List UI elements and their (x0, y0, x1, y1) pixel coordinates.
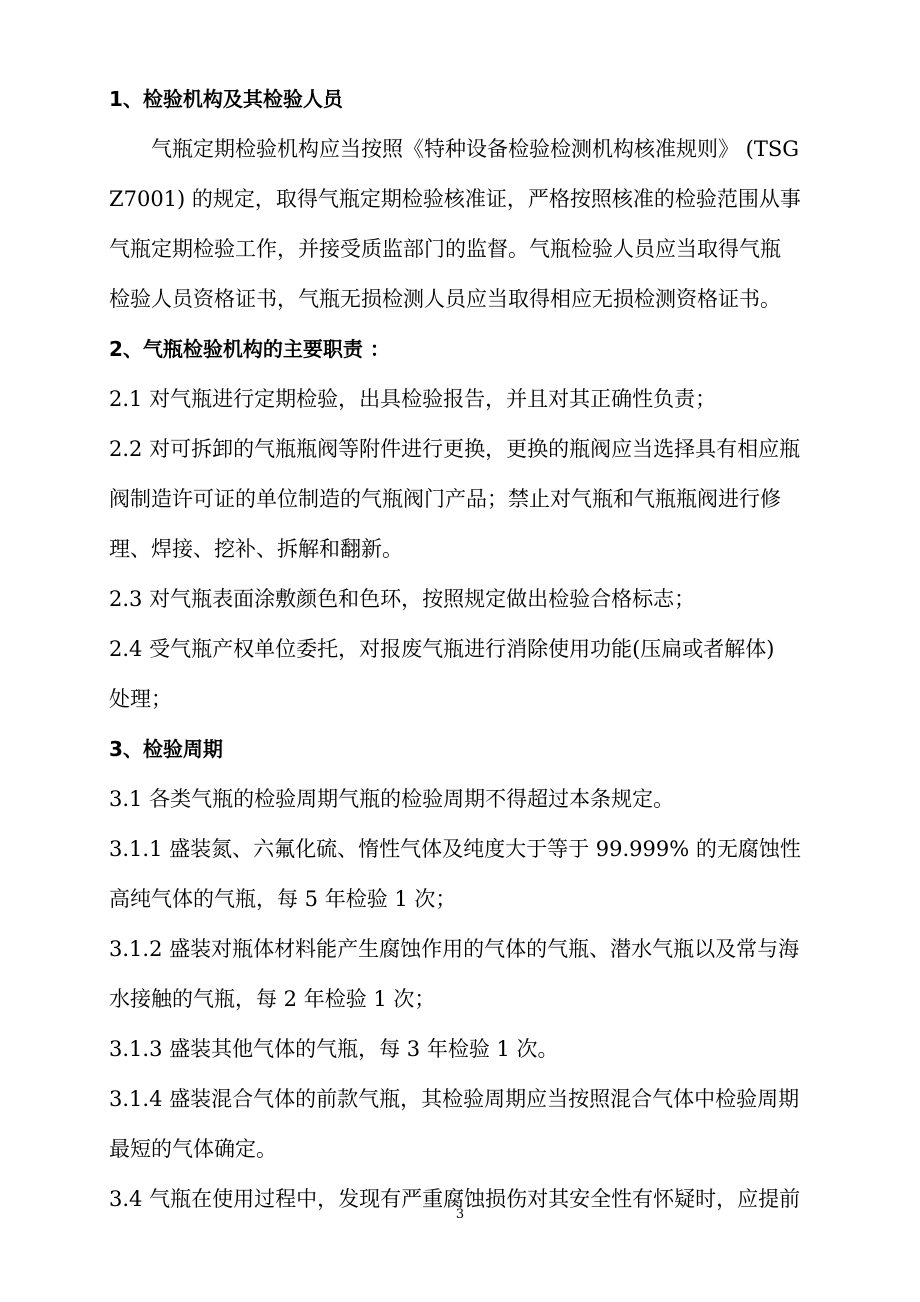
item-2-2-line: 阀制造许可证的单位制造的气瓶阀门产品；禁止对气瓶和气瓶瓶阀进行修 (109, 487, 781, 511)
item-2-3: 2.3 对气瓶表面涂敷颜色和色环，按照规定做出检验合格标志； (109, 587, 696, 611)
item-3-1-1-line: 高纯气体的气瓶，每 5 年检验 1 次； (109, 887, 457, 911)
section-1-paragraph-line: 气瓶定期检验工作，并接受质监部门的监督。气瓶检验人员应当取得气瓶 (109, 237, 781, 261)
item-3-1-2-line: 3.1.2 盛装对瓶体材料能产生腐蚀作用的气体的气瓶、潜水气瓶以及常与海 (109, 937, 800, 961)
item-2-2-line: 2.2 对可拆卸的气瓶瓶阀等附件进行更换，更换的瓶阀应当选择具有相应瓶 (109, 437, 801, 461)
item-3-1-3: 3.1.3 盛装其他气体的气瓶，每 3 年检验 1 次。 (109, 1037, 559, 1061)
section-3-heading: 3、检验周期 (109, 737, 223, 761)
section-1-heading: 1、检验机构及其检验人员 (109, 87, 343, 111)
section-1-paragraph-line: Z7001) 的规定，取得气瓶定期检验核准证，严格按照核准的检验范围从事 (109, 187, 801, 211)
item-3-4: 3.4 气瓶在使用过程中，发现有严重腐蚀损伤对其安全性有怀疑时，应提前 (109, 1187, 801, 1211)
item-3-1-4-line: 3.1.4 盛装混合气体的前款气瓶，其检验周期应当按照混合气体中检验周期 (109, 1087, 800, 1111)
section-1-paragraph-line: 检验人员资格证书，气瓶无损检测人员应当取得相应无损检测资格证书。 (109, 287, 781, 311)
item-3-1-1-line: 3.1.1 盛装氮、六氟化硫、惰性气体及纯度大于等于 99.999% 的无腐蚀性 (109, 837, 801, 861)
item-3-1: 3.1 各类气瓶的检验周期气瓶的检验周期不得超过本条规定。 (109, 787, 675, 811)
item-2-4-line: 2.4 受气瓶产权单位委托，对报废气瓶进行消除使用功能(压扁或者解体) (109, 637, 775, 661)
section-1-paragraph-line: 气瓶定期检验机构应当按照《特种设备检验检测机构核准规则》 (TSG (151, 137, 800, 161)
page-number: 3 (455, 1207, 465, 1222)
item-3-1-2-line: 水接触的气瓶，每 2 年检验 1 次； (109, 987, 436, 1011)
item-2-2-line: 理、焊接、挖补、拆解和翻新。 (109, 537, 403, 561)
document-page (109, 84, 815, 1214)
item-2-4-line: 处理； (109, 687, 172, 711)
item-2-1: 2.1 对气瓶进行定期检验，出具检验报告，并且对其正确性负责； (109, 387, 717, 411)
item-3-1-4-line: 最短的气体确定。 (109, 1137, 277, 1161)
section-2-heading: 2、气瓶检验机构的主要职责 ： (109, 337, 390, 361)
